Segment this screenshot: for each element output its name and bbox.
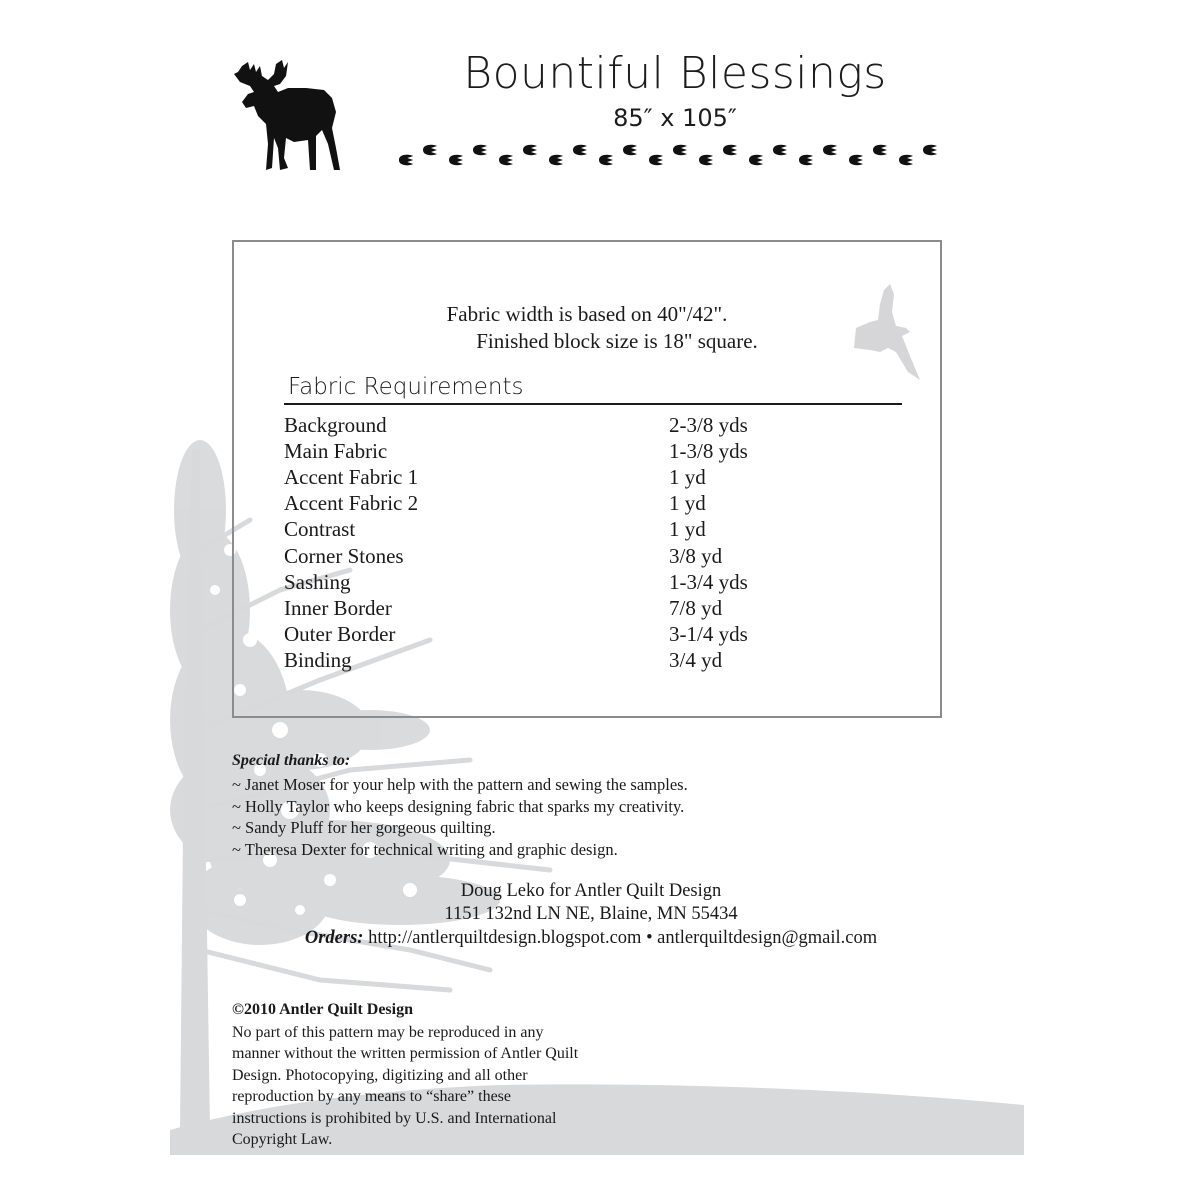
table-row xyxy=(284,647,884,673)
fabric-amount: 1 yd xyxy=(669,491,706,516)
table-row xyxy=(284,569,884,595)
fabric-width-note: Fabric width is based on 40"/42". xyxy=(446,302,728,326)
table-row xyxy=(284,595,884,621)
block-size-note: Finished block size is 18" square. xyxy=(476,329,758,353)
requirements-table xyxy=(284,412,884,673)
table-row xyxy=(284,464,884,490)
table-row xyxy=(284,412,884,438)
fabric-item: Background xyxy=(284,413,387,438)
fabric-amount: 1 yd xyxy=(669,517,706,542)
fabric-amount: 3-1/4 yds xyxy=(669,621,748,646)
email-link[interactable]: antlerquiltdesign@gmail.com xyxy=(657,928,878,948)
table-row xyxy=(284,542,884,568)
fabric-amount: 3/4 yd xyxy=(669,647,723,672)
copyright-notice xyxy=(232,1022,672,1150)
address: 1151 132nd LN NE, Blaine, MN 55434 xyxy=(444,904,738,924)
copyright-line: reproduction by any means to “share” these xyxy=(232,1088,512,1106)
list-item: ~ Holly Taylor who keeps designing fabric that sparks my creativity. xyxy=(232,796,685,816)
separator: • xyxy=(646,928,653,948)
moose-silhouette-icon xyxy=(228,58,344,176)
copyright-line: No part of this pattern may be reproduced in any xyxy=(232,1024,544,1041)
table-row xyxy=(284,438,884,464)
hoof-tracks-icon xyxy=(395,140,945,170)
fabric-item: Main Fabric xyxy=(284,439,388,464)
thanks-list xyxy=(232,774,688,860)
copyright-line: manner without the written permission of Antler Quilt xyxy=(232,1045,579,1063)
thanks-heading: Special thanks to: xyxy=(232,752,351,769)
copyright-line: Design. Photocopying, digitizing and all other xyxy=(232,1066,528,1084)
list-item: ~ Sandy Pluff for her gorgeous quilting. xyxy=(232,818,496,837)
fabric-item: Accent Fabric 1 xyxy=(284,465,419,490)
fabric-item: Corner Stones xyxy=(284,543,404,568)
fabric-item: Contrast xyxy=(284,517,356,542)
fabric-item: Binding xyxy=(284,647,352,672)
fabric-amount: 1-3/8 yds xyxy=(669,439,748,464)
fabric-item: Accent Fabric 2 xyxy=(284,491,419,516)
list-item: ~ Theresa Dexter for technical writing and graphic design. xyxy=(232,839,618,859)
quilt-size: 85″ x 105″ xyxy=(613,104,737,132)
table-row xyxy=(284,516,884,542)
fabric-amount: 1-3/4 yds xyxy=(669,569,748,594)
section-title: Fabric Requirements xyxy=(288,374,524,400)
copyright-heading: ©2010 Antler Quilt Design xyxy=(232,1001,413,1018)
designer-name: Doug Leko for Antler Quilt Design xyxy=(460,881,722,901)
table-row xyxy=(284,621,884,647)
copyright-line: instructions is prohibited by U.S. and International xyxy=(232,1109,557,1127)
orders-label: Orders: xyxy=(304,928,364,948)
fabric-amount: 1 yd xyxy=(669,465,706,490)
fabric-item: Outer Border xyxy=(284,621,396,646)
fabric-amount: 3/8 yd xyxy=(669,543,723,568)
fabric-amount: 2-3/8 yds xyxy=(669,413,748,438)
fabric-item: Inner Border xyxy=(284,595,392,620)
table-row xyxy=(284,490,884,516)
orders-line xyxy=(232,929,950,948)
website-link[interactable]: http://antlerquiltdesign.blogspot.com xyxy=(368,928,642,948)
section-divider xyxy=(284,403,902,405)
copyright-line: Copyright Law. xyxy=(232,1131,333,1149)
fabric-item: Sashing xyxy=(284,569,351,594)
fabric-amount: 7/8 yd xyxy=(669,595,723,620)
list-item: ~ Janet Moser for your help with the pattern and sewing the samples. xyxy=(232,775,688,794)
pattern-title: Bountiful Blessings xyxy=(463,48,887,99)
